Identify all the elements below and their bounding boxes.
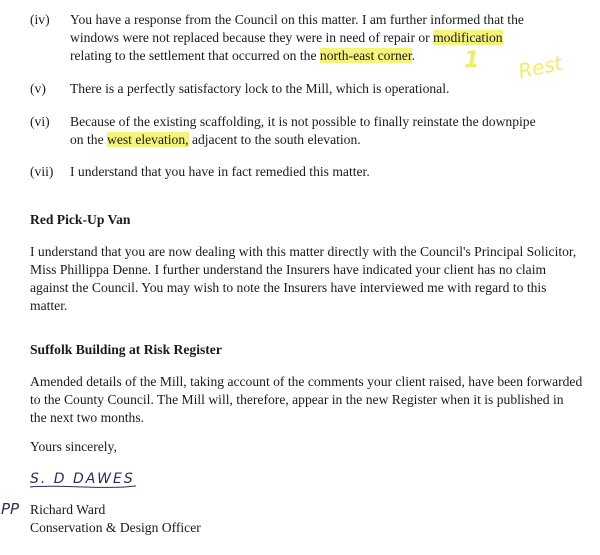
item-text: You have a response from the Council on this matter. I am further informed that the windows were not replaced because they were in need of repair or modification relating to the settlement that occurred on the north-east corner. — [70, 12, 524, 63]
item-text: I understand that you have in fact remedied this matter. — [70, 164, 370, 179]
highlight-west-elevation: west elevation, — [107, 132, 189, 147]
signature-underline-stroke — [28, 482, 138, 492]
item-number: (v) — [30, 81, 46, 96]
signatory-name: Richard Ward — [30, 502, 106, 517]
paragraph-register: Amended details of the Mill, taking account of the comments your client raised, have been forwarded to the County Council. The Mill will, therefore, appear in the new Register when it is published in the next two months. — [30, 374, 583, 425]
item-number: (vii) — [30, 164, 54, 179]
closing: Yours sincerely, — [30, 439, 117, 454]
pp-mark: PP — [1, 500, 20, 518]
item-number: (vi) — [30, 114, 50, 129]
section-heading-register: Suffolk Building at Risk Register — [30, 342, 222, 357]
item-text: There is a perfectly satisfactory lock to the Mill, which is operational. — [70, 81, 450, 96]
handwritten-signature: S. D DAWES — [30, 471, 135, 487]
item-text: Because of the existing scaffolding, it is not possible to finally reinstate the downpipe on the west elevation, adjacent to the south elevation. — [70, 114, 536, 147]
margin-note-word: Rest — [515, 50, 565, 84]
signatory-title: Conservation & Design Officer — [30, 520, 201, 535]
highlight-modification: modification — [433, 30, 503, 45]
item-number: (iv) — [30, 12, 50, 27]
highlight-north-east-corner: north-east corner — [319, 48, 412, 63]
margin-note-mark: 1 — [464, 48, 480, 73]
section-heading-van: Red Pick-Up Van — [30, 212, 131, 227]
paragraph-van: I understand that you are now dealing with this matter directly with the Council's Principal Solicitor, Miss Phillippa Denne. I further understand the Insurers have indicated your client has no claim against the Council. You may wish to note the Insurers have interviewed me with regard to this matter. — [30, 244, 577, 313]
